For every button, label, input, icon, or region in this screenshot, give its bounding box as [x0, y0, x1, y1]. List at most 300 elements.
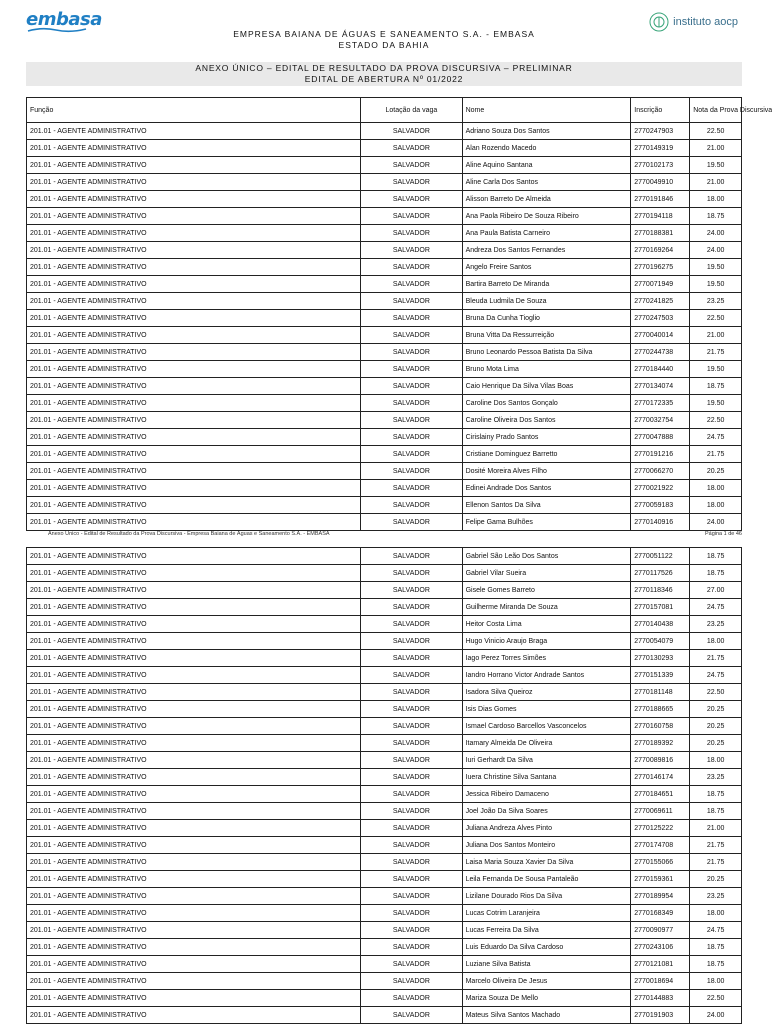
- column-header-nota: Nota da Prova Discursiva: [690, 98, 742, 123]
- cell-funcao: 201.01 - AGENTE ADMINISTRATIVO: [27, 582, 361, 599]
- cell-nome: Felipe Gama Bulhões: [462, 514, 631, 531]
- cell-nome: Angelo Freire Santos: [462, 259, 631, 276]
- cell-nota: 18.00: [690, 497, 742, 514]
- table-header-row: [27, 98, 742, 123]
- cell-lotacao: SALVADOR: [361, 973, 462, 990]
- table-row: [27, 259, 742, 276]
- cell-inscricao: 2770021922: [631, 480, 690, 497]
- table-row: [27, 820, 742, 837]
- table-row: [27, 718, 742, 735]
- cell-nota: 22.50: [690, 310, 742, 327]
- cell-lotacao: SALVADOR: [361, 582, 462, 599]
- cell-nota: 21.75: [690, 854, 742, 871]
- table-row: [27, 429, 742, 446]
- cell-nome: Ismael Cardoso Barcellos Vasconcelos: [462, 718, 631, 735]
- cell-nota: 18.00: [690, 480, 742, 497]
- cell-lotacao: SALVADOR: [361, 786, 462, 803]
- table-row: [27, 140, 742, 157]
- cell-funcao: 201.01 - AGENTE ADMINISTRATIVO: [27, 718, 361, 735]
- cell-nota: 18.75: [690, 208, 742, 225]
- cell-funcao: 201.01 - AGENTE ADMINISTRATIVO: [27, 599, 361, 616]
- cell-nota: 18.75: [690, 565, 742, 582]
- cell-lotacao: SALVADOR: [361, 157, 462, 174]
- cell-funcao: 201.01 - AGENTE ADMINISTRATIVO: [27, 259, 361, 276]
- cell-inscricao: 2770247503: [631, 310, 690, 327]
- cell-nome: Luis Eduardo Da Silva Cardoso: [462, 939, 631, 956]
- results-table-page-2: [26, 547, 742, 1024]
- table-row: [27, 548, 742, 565]
- cell-lotacao: SALVADOR: [361, 548, 462, 565]
- cell-funcao: 201.01 - AGENTE ADMINISTRATIVO: [27, 769, 361, 786]
- cell-nome: Isis Dias Gomes: [462, 701, 631, 718]
- cell-nota: 20.25: [690, 871, 742, 888]
- cell-nota: 21.75: [690, 446, 742, 463]
- cell-funcao: 201.01 - AGENTE ADMINISTRATIVO: [27, 650, 361, 667]
- cell-nota: 20.25: [690, 463, 742, 480]
- cell-funcao: 201.01 - AGENTE ADMINISTRATIVO: [27, 565, 361, 582]
- cell-nome: Aline Carla Dos Santos: [462, 174, 631, 191]
- cell-funcao: 201.01 - AGENTE ADMINISTRATIVO: [27, 225, 361, 242]
- cell-nome: Bruno Leonardo Pessoa Batista Da Silva: [462, 344, 631, 361]
- cell-nota: 18.75: [690, 548, 742, 565]
- cell-nome: Caroline Dos Santos Gonçalo: [462, 395, 631, 412]
- cell-lotacao: SALVADOR: [361, 497, 462, 514]
- table-row: [27, 361, 742, 378]
- table-row: [27, 191, 742, 208]
- cell-inscricao: 2770155066: [631, 854, 690, 871]
- cell-nota: 21.75: [690, 650, 742, 667]
- table-row: [27, 871, 742, 888]
- cell-inscricao: 2770184651: [631, 786, 690, 803]
- table-row: [27, 123, 742, 140]
- cell-funcao: 201.01 - AGENTE ADMINISTRATIVO: [27, 157, 361, 174]
- cell-nota: 18.00: [690, 752, 742, 769]
- cell-funcao: 201.01 - AGENTE ADMINISTRATIVO: [27, 293, 361, 310]
- table-row: [27, 701, 742, 718]
- edital-number: EDITAL DE ABERTURA Nº 01/2022: [304, 74, 464, 84]
- cell-inscricao: 2770066270: [631, 463, 690, 480]
- table-row: [27, 412, 742, 429]
- cell-inscricao: 2770089816: [631, 752, 690, 769]
- cell-nome: Lucas Cotrim Laranjeira: [462, 905, 631, 922]
- cell-lotacao: SALVADOR: [361, 939, 462, 956]
- cell-funcao: 201.01 - AGENTE ADMINISTRATIVO: [27, 361, 361, 378]
- cell-nota: 19.50: [690, 259, 742, 276]
- cell-inscricao: 2770174708: [631, 837, 690, 854]
- cell-nota: 24.75: [690, 922, 742, 939]
- cell-inscricao: 2770117526: [631, 565, 690, 582]
- cell-inscricao: 2770188665: [631, 701, 690, 718]
- cell-nome: Jessica Ribeiro Damaceno: [462, 786, 631, 803]
- table-row: [27, 480, 742, 497]
- table-row: [27, 769, 742, 786]
- cell-nome: Edinei Andrade Dos Santos: [462, 480, 631, 497]
- table-row: [27, 956, 742, 973]
- cell-lotacao: SALVADOR: [361, 191, 462, 208]
- table-row: [27, 803, 742, 820]
- cell-funcao: 201.01 - AGENTE ADMINISTRATIVO: [27, 548, 361, 565]
- cell-nome: Bruno Mota Lima: [462, 361, 631, 378]
- cell-inscricao: 2770241825: [631, 293, 690, 310]
- cell-lotacao: SALVADOR: [361, 752, 462, 769]
- cell-nome: Ana Paola Ribeiro De Souza Ribeiro: [462, 208, 631, 225]
- cell-nota: 18.00: [690, 633, 742, 650]
- cell-nome: Joel João Da Silva Soares: [462, 803, 631, 820]
- cell-lotacao: SALVADOR: [361, 888, 462, 905]
- cell-nome: Laisa Maria Souza Xavier Da Silva: [462, 854, 631, 871]
- cell-nome: Dosité Moreira Alves Filho: [462, 463, 631, 480]
- cell-funcao: 201.01 - AGENTE ADMINISTRATIVO: [27, 837, 361, 854]
- cell-nome: Adriano Souza Dos Santos: [462, 123, 631, 140]
- cell-lotacao: SALVADOR: [361, 514, 462, 531]
- cell-lotacao: SALVADOR: [361, 140, 462, 157]
- cell-nota: 22.50: [690, 990, 742, 1007]
- cell-nota: 21.75: [690, 344, 742, 361]
- cell-inscricao: 2770196275: [631, 259, 690, 276]
- cell-lotacao: SALVADOR: [361, 310, 462, 327]
- table-row: [27, 174, 742, 191]
- cell-inscricao: 2770051122: [631, 548, 690, 565]
- cell-lotacao: SALVADOR: [361, 242, 462, 259]
- cell-inscricao: 2770134074: [631, 378, 690, 395]
- cell-nome: Guilherme Miranda De Souza: [462, 599, 631, 616]
- cell-nome: Ellenon Santos Da Silva: [462, 497, 631, 514]
- embasa-logo-text: embasa: [26, 9, 102, 30]
- cell-nome: Iago Perez Torres Simões: [462, 650, 631, 667]
- cell-nota: 19.50: [690, 276, 742, 293]
- cell-funcao: 201.01 - AGENTE ADMINISTRATIVO: [27, 854, 361, 871]
- cell-funcao: 201.01 - AGENTE ADMINISTRATIVO: [27, 803, 361, 820]
- cell-funcao: 201.01 - AGENTE ADMINISTRATIVO: [27, 463, 361, 480]
- cell-inscricao: 2770090977: [631, 922, 690, 939]
- cell-funcao: 201.01 - AGENTE ADMINISTRATIVO: [27, 956, 361, 973]
- table-body-page-1: [27, 123, 742, 531]
- cell-lotacao: SALVADOR: [361, 650, 462, 667]
- cell-nome: Mateus Silva Santos Machado: [462, 1007, 631, 1024]
- table-row: [27, 310, 742, 327]
- cell-lotacao: SALVADOR: [361, 463, 462, 480]
- cell-lotacao: SALVADOR: [361, 395, 462, 412]
- cell-nota: 24.75: [690, 667, 742, 684]
- table-row: [27, 242, 742, 259]
- cell-inscricao: 2770169264: [631, 242, 690, 259]
- cell-funcao: 201.01 - AGENTE ADMINISTRATIVO: [27, 480, 361, 497]
- cell-funcao: 201.01 - AGENTE ADMINISTRATIVO: [27, 276, 361, 293]
- cell-nome: Iandro Horrano Victor Andrade Santos: [462, 667, 631, 684]
- cell-lotacao: SALVADOR: [361, 174, 462, 191]
- cell-inscricao: 2770102173: [631, 157, 690, 174]
- cell-funcao: 201.01 - AGENTE ADMINISTRATIVO: [27, 786, 361, 803]
- cell-nota: 22.50: [690, 684, 742, 701]
- cell-funcao: 201.01 - AGENTE ADMINISTRATIVO: [27, 973, 361, 990]
- cell-lotacao: SALVADOR: [361, 837, 462, 854]
- company-name: EMPRESA BAIANA DE ÁGUAS E SANEAMENTO S.A. - EMBASA: [233, 29, 535, 39]
- cell-inscricao: 2770149319: [631, 140, 690, 157]
- table-row: [27, 990, 742, 1007]
- cell-lotacao: SALVADOR: [361, 633, 462, 650]
- cell-funcao: 201.01 - AGENTE ADMINISTRATIVO: [27, 140, 361, 157]
- table-row: [27, 225, 742, 242]
- cell-nota: 22.50: [690, 123, 742, 140]
- cell-inscricao: 2770071949: [631, 276, 690, 293]
- cell-nota: 20.25: [690, 701, 742, 718]
- cell-lotacao: SALVADOR: [361, 735, 462, 752]
- cell-nota: 20.25: [690, 735, 742, 752]
- cell-nota: 21.00: [690, 140, 742, 157]
- table-row: [27, 735, 742, 752]
- cell-lotacao: SALVADOR: [361, 276, 462, 293]
- results-table-page-1: [26, 97, 772, 531]
- cell-inscricao: 2770140916: [631, 514, 690, 531]
- cell-nome: Gisele Gomes Barreto: [462, 582, 631, 599]
- table-row: [27, 616, 742, 633]
- cell-nome: Marcelo Oliveira De Jesus: [462, 973, 631, 990]
- cell-nota: 24.75: [690, 599, 742, 616]
- cell-funcao: 201.01 - AGENTE ADMINISTRATIVO: [27, 514, 361, 531]
- cell-nome: Alan Rozendo Macedo: [462, 140, 631, 157]
- cell-lotacao: SALVADOR: [361, 871, 462, 888]
- table-body-page-2: [27, 548, 742, 1024]
- footer-document-title: Anexo Único - Edital de Resultado da Prova Discursiva - Empresa Baiana de Águas e Saneamento S.A. - EMBASA: [48, 531, 330, 537]
- cell-nome: Bruna Da Cunha Tioglio: [462, 310, 631, 327]
- cell-funcao: 201.01 - AGENTE ADMINISTRATIVO: [27, 344, 361, 361]
- cell-nome: Cirislainy Prado Santos: [462, 429, 631, 446]
- cell-nota: 27.00: [690, 582, 742, 599]
- cell-inscricao: 2770121081: [631, 956, 690, 973]
- cell-funcao: 201.01 - AGENTE ADMINISTRATIVO: [27, 633, 361, 650]
- table-row: [27, 327, 742, 344]
- cell-lotacao: SALVADOR: [361, 123, 462, 140]
- cell-inscricao: 2770188381: [631, 225, 690, 242]
- cell-inscricao: 2770168349: [631, 905, 690, 922]
- cell-lotacao: SALVADOR: [361, 565, 462, 582]
- cell-nome: Caio Henrique Da Silva Vilas Boas: [462, 378, 631, 395]
- cell-funcao: 201.01 - AGENTE ADMINISTRATIVO: [27, 327, 361, 344]
- table-row: [27, 922, 742, 939]
- cell-lotacao: SALVADOR: [361, 446, 462, 463]
- cell-inscricao: 2770189954: [631, 888, 690, 905]
- cell-lotacao: SALVADOR: [361, 854, 462, 871]
- cell-lotacao: SALVADOR: [361, 803, 462, 820]
- cell-lotacao: SALVADOR: [361, 225, 462, 242]
- table-row: [27, 599, 742, 616]
- cell-nota: 19.50: [690, 395, 742, 412]
- cell-inscricao: 2770130293: [631, 650, 690, 667]
- cell-nota: 18.75: [690, 378, 742, 395]
- cell-nome: Aline Aquino Santana: [462, 157, 631, 174]
- cell-inscricao: 2770181148: [631, 684, 690, 701]
- state-name: ESTADO DA BAHIA: [338, 40, 430, 50]
- cell-nome: Mariza Souza De Mello: [462, 990, 631, 1007]
- cell-nota: 18.75: [690, 956, 742, 973]
- cell-nome: Bartira Barreto De Miranda: [462, 276, 631, 293]
- cell-inscricao: 2770144883: [631, 990, 690, 1007]
- cell-funcao: 201.01 - AGENTE ADMINISTRATIVO: [27, 616, 361, 633]
- cell-nota: 24.00: [690, 1007, 742, 1024]
- table-row: [27, 684, 742, 701]
- cell-inscricao: 2770032754: [631, 412, 690, 429]
- cell-funcao: 201.01 - AGENTE ADMINISTRATIVO: [27, 990, 361, 1007]
- cell-funcao: 201.01 - AGENTE ADMINISTRATIVO: [27, 905, 361, 922]
- cell-funcao: 201.01 - AGENTE ADMINISTRATIVO: [27, 922, 361, 939]
- cell-nota: 18.00: [690, 905, 742, 922]
- cell-nota: 24.00: [690, 242, 742, 259]
- cell-inscricao: 2770184440: [631, 361, 690, 378]
- cell-lotacao: SALVADOR: [361, 769, 462, 786]
- cell-lotacao: SALVADOR: [361, 361, 462, 378]
- cell-nota: 21.00: [690, 327, 742, 344]
- cell-funcao: 201.01 - AGENTE ADMINISTRATIVO: [27, 174, 361, 191]
- cell-funcao: 201.01 - AGENTE ADMINISTRATIVO: [27, 939, 361, 956]
- table-row: [27, 633, 742, 650]
- cell-nota: 18.75: [690, 939, 742, 956]
- table-row: [27, 1007, 742, 1024]
- table-row: [27, 208, 742, 225]
- cell-lotacao: SALVADOR: [361, 1007, 462, 1024]
- cell-inscricao: 2770140438: [631, 616, 690, 633]
- cell-nome: Hugo Vinicio Araujo Braga: [462, 633, 631, 650]
- cell-nome: Gabriel São Leão Dos Santos: [462, 548, 631, 565]
- cell-nome: Gabriel Vilar Sueira: [462, 565, 631, 582]
- table-row: [27, 650, 742, 667]
- cell-funcao: 201.01 - AGENTE ADMINISTRATIVO: [27, 378, 361, 395]
- footer-page-number: Página 1 de 46: [704, 531, 742, 537]
- cell-funcao: 201.01 - AGENTE ADMINISTRATIVO: [27, 310, 361, 327]
- cell-lotacao: SALVADOR: [361, 327, 462, 344]
- cell-inscricao: 2770040014: [631, 327, 690, 344]
- cell-funcao: 201.01 - AGENTE ADMINISTRATIVO: [27, 888, 361, 905]
- annex-title: ANEXO ÚNICO – EDITAL DE RESULTADO DA PROVA DISCURSIVA – PRELIMINAR: [195, 63, 573, 73]
- table-row: [27, 378, 742, 395]
- cell-nome: Lucas Ferreira Da Silva: [462, 922, 631, 939]
- cell-nome: Bruna Vitta Da Ressurreição: [462, 327, 631, 344]
- cell-nome: Andreza Dos Santos Fernandes: [462, 242, 631, 259]
- table-row: [27, 939, 742, 956]
- cell-lotacao: SALVADOR: [361, 480, 462, 497]
- cell-nota: 21.00: [690, 820, 742, 837]
- cell-nota: 24.00: [690, 225, 742, 242]
- cell-funcao: 201.01 - AGENTE ADMINISTRATIVO: [27, 667, 361, 684]
- cell-inscricao: 2770191216: [631, 446, 690, 463]
- cell-funcao: 201.01 - AGENTE ADMINISTRATIVO: [27, 820, 361, 837]
- cell-nota: 20.25: [690, 718, 742, 735]
- cell-nome: Heitor Costa Lima: [462, 616, 631, 633]
- table-row: [27, 667, 742, 684]
- cell-lotacao: SALVADOR: [361, 378, 462, 395]
- cell-inscricao: 2770069611: [631, 803, 690, 820]
- cell-nome: Itamary Almeida De Oliveira: [462, 735, 631, 752]
- cell-funcao: 201.01 - AGENTE ADMINISTRATIVO: [27, 701, 361, 718]
- cell-lotacao: SALVADOR: [361, 990, 462, 1007]
- cell-inscricao: 2770059183: [631, 497, 690, 514]
- table-row: [27, 395, 742, 412]
- cell-inscricao: 2770247903: [631, 123, 690, 140]
- cell-funcao: 201.01 - AGENTE ADMINISTRATIVO: [27, 1007, 361, 1024]
- aocp-logo-text: instituto aocp: [673, 16, 738, 28]
- annex-title-band: [26, 62, 742, 86]
- cell-inscricao: 2770172335: [631, 395, 690, 412]
- cell-funcao: 201.01 - AGENTE ADMINISTRATIVO: [27, 412, 361, 429]
- cell-nome: Ana Paula Batista Carneiro: [462, 225, 631, 242]
- column-header-inscricao: Inscrição: [631, 98, 690, 123]
- cell-nota: 18.00: [690, 973, 742, 990]
- cell-funcao: 201.01 - AGENTE ADMINISTRATIVO: [27, 497, 361, 514]
- table-row: [27, 514, 742, 531]
- cell-lotacao: SALVADOR: [361, 820, 462, 837]
- document-header: [0, 29, 768, 51]
- table-row: [27, 752, 742, 769]
- cell-inscricao: 2770125222: [631, 820, 690, 837]
- column-header-nome: Nome: [462, 98, 631, 123]
- cell-funcao: 201.01 - AGENTE ADMINISTRATIVO: [27, 242, 361, 259]
- cell-lotacao: SALVADOR: [361, 684, 462, 701]
- cell-nota: 18.00: [690, 191, 742, 208]
- cell-nota: 18.75: [690, 803, 742, 820]
- table-row: [27, 837, 742, 854]
- cell-nota: 23.25: [690, 293, 742, 310]
- cell-inscricao: 2770054079: [631, 633, 690, 650]
- cell-nota: 24.00: [690, 514, 742, 531]
- table-row: [27, 786, 742, 803]
- cell-funcao: 201.01 - AGENTE ADMINISTRATIVO: [27, 871, 361, 888]
- cell-funcao: 201.01 - AGENTE ADMINISTRATIVO: [27, 684, 361, 701]
- cell-inscricao: 2770244738: [631, 344, 690, 361]
- cell-lotacao: SALVADOR: [361, 599, 462, 616]
- cell-nome: Cristiane Dominguez Barretto: [462, 446, 631, 463]
- cell-funcao: 201.01 - AGENTE ADMINISTRATIVO: [27, 446, 361, 463]
- cell-inscricao: 2770146174: [631, 769, 690, 786]
- column-header-lotacao: Lotação da vaga: [361, 98, 462, 123]
- table-row: [27, 293, 742, 310]
- table-row: [27, 344, 742, 361]
- cell-funcao: 201.01 - AGENTE ADMINISTRATIVO: [27, 429, 361, 446]
- cell-inscricao: 2770049910: [631, 174, 690, 191]
- page-footer: [48, 531, 742, 537]
- cell-nome: Leila Fernanda De Sousa Pantaleão: [462, 871, 631, 888]
- cell-lotacao: SALVADOR: [361, 344, 462, 361]
- cell-inscricao: 2770160758: [631, 718, 690, 735]
- cell-lotacao: SALVADOR: [361, 701, 462, 718]
- cell-inscricao: 2770191846: [631, 191, 690, 208]
- cell-lotacao: SALVADOR: [361, 293, 462, 310]
- table-row: [27, 463, 742, 480]
- cell-nota: 22.50: [690, 412, 742, 429]
- table-row: [27, 905, 742, 922]
- cell-lotacao: SALVADOR: [361, 718, 462, 735]
- column-header-funcao: Função: [27, 98, 361, 123]
- cell-inscricao: 2770157081: [631, 599, 690, 616]
- cell-nome: Iuera Christine Silva Santana: [462, 769, 631, 786]
- cell-lotacao: SALVADOR: [361, 616, 462, 633]
- cell-nota: 18.75: [690, 786, 742, 803]
- cell-funcao: 201.01 - AGENTE ADMINISTRATIVO: [27, 208, 361, 225]
- cell-nome: Juliana Dos Santos Monteiro: [462, 837, 631, 854]
- cell-nota: 21.75: [690, 837, 742, 854]
- cell-nota: 19.50: [690, 361, 742, 378]
- table-row: [27, 497, 742, 514]
- cell-funcao: 201.01 - AGENTE ADMINISTRATIVO: [27, 735, 361, 752]
- table-row: [27, 157, 742, 174]
- cell-lotacao: SALVADOR: [361, 412, 462, 429]
- cell-nota: 23.25: [690, 888, 742, 905]
- table-row: [27, 276, 742, 293]
- cell-inscricao: 2770194118: [631, 208, 690, 225]
- cell-inscricao: 2770047888: [631, 429, 690, 446]
- cell-nome: Caroline Oliveira Dos Santos: [462, 412, 631, 429]
- cell-funcao: 201.01 - AGENTE ADMINISTRATIVO: [27, 191, 361, 208]
- cell-funcao: 201.01 - AGENTE ADMINISTRATIVO: [27, 123, 361, 140]
- cell-funcao: 201.01 - AGENTE ADMINISTRATIVO: [27, 752, 361, 769]
